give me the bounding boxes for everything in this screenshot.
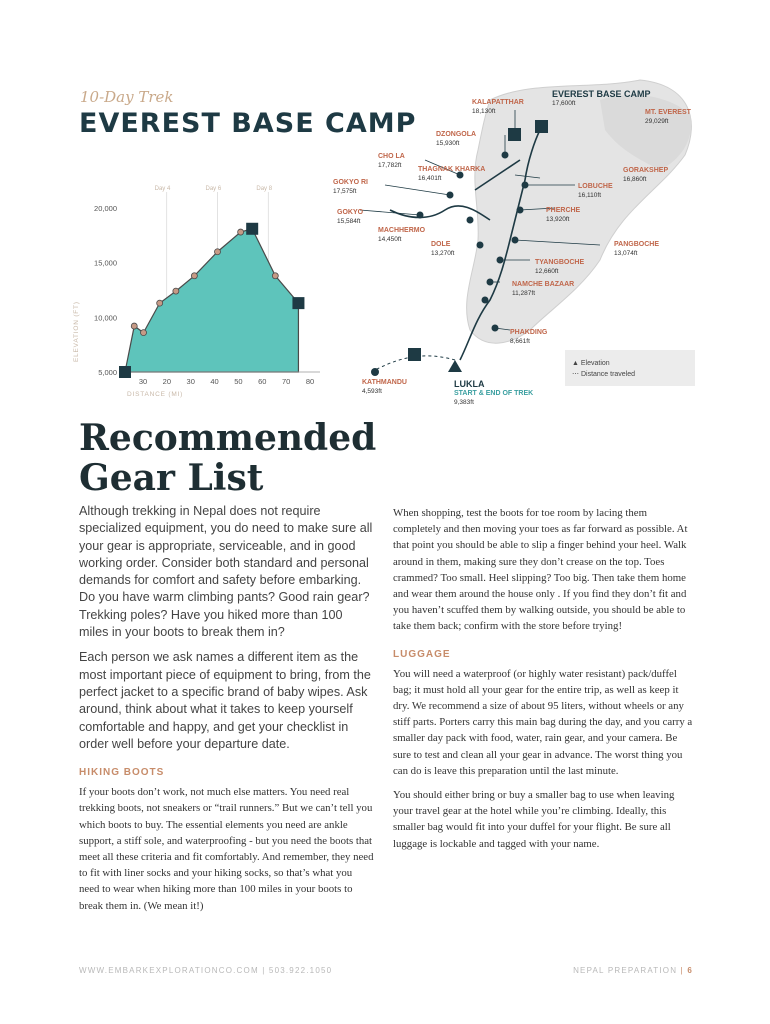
kathmandu-dot: [371, 368, 379, 376]
elevation-point: [157, 300, 163, 306]
footer-website-phone: WWW.EMBARKEXPLORATIONCO.COM | 503.922.1050: [79, 966, 333, 975]
kalapatthar-marker: [508, 128, 521, 141]
camp-marker-square: [292, 297, 304, 309]
elevation-point: [272, 273, 278, 279]
label-kalapatthar: KALAPATTHAR 18,130ft: [472, 99, 524, 115]
label-everest-base-camp: EVEREST BASE CAMP 17,600ft: [552, 89, 651, 107]
y-tick-label: 10,000: [94, 313, 117, 323]
label-phakding: PHAKDING 8,661ft: [510, 329, 548, 345]
elevation-area: [125, 229, 298, 372]
x-tick-label: 30: [186, 377, 195, 386]
label-lobuche: LOBUCHE 16,110ft: [578, 183, 613, 199]
heading-line-1: Recommended: [79, 417, 377, 459]
x-tick-label: 60: [258, 377, 267, 386]
elevation-point: [131, 323, 137, 329]
label-gokyo-ri: GOKYO RI 17,575ft: [333, 179, 369, 195]
label-dzongola: DZONGOLA 15,930ft: [436, 131, 477, 147]
label-pangboche: PANGBOCHE 13,074ft: [614, 241, 659, 257]
x-tick-label: 50: [234, 377, 243, 386]
x-tick-label: 70: [281, 377, 291, 386]
label-gorakshep: GORAKSHEP 16,860ft: [623, 167, 669, 183]
y-tick-label: 20,000: [94, 204, 117, 213]
label-machhermo: MACHHERMO 14,450ft: [378, 227, 426, 243]
x-tick-label: 40: [210, 377, 219, 386]
luggage-paragraph-1: You will need a waterproof (or highly water resistant) pack/duffel bag; it must hold all your gear for the entire trip, as well as keep it dry. We recommend a size of about 95 liters, without wheels or any stiff parts. Porters carry this main bag during the day, and you carry a smaller day pack with food, water, rain gear, and your camera. Be sure to test and clean all your gear in advance. The worst thing you can do is leave this preparation until the last minute.: [393, 667, 693, 777]
y-tick-label: 5,000: [98, 368, 117, 377]
elevation-point: [191, 273, 197, 279]
heading-line-2: Gear List: [79, 457, 264, 499]
y-axis-title: ELEVATION (FT): [73, 301, 80, 362]
elevation-chart-svg: [70, 180, 330, 410]
intro-paragraph-1: Although trekking in Nepal does not require specialized equipment, you do need to make sure all your gear is appropriate, serviceable, and in good working order. Consider both standard and personal demands for comfort and safety before embarking. Do you have warm climbing pants? Good rain gear? Trekking poles? Have you hiked more than 100 miles in your boots to break them in?: [79, 504, 373, 640]
label-lukla-sub: START & END OF TREK: [454, 390, 534, 397]
page-number: 6: [687, 966, 693, 975]
trek-subtitle: 10-Day Trek: [80, 88, 174, 106]
page-heading: [79, 418, 376, 498]
map-legend: [572, 358, 635, 380]
y-tick-label: 15,000: [94, 258, 117, 268]
elevation-point: [215, 249, 221, 255]
map-title: EVEREST BASE CAMP: [79, 108, 417, 139]
footer-page-info: [573, 966, 693, 975]
x-tick-label: 80: [305, 377, 315, 386]
footer-section-label: NEPAL PREPARATION: [573, 966, 678, 975]
plane-icon-box: [408, 348, 421, 361]
x-tick-label: 30: [138, 377, 148, 386]
luggage-heading: LUGGAGE: [393, 648, 451, 660]
elevation-chart: [70, 180, 330, 410]
hiking-boots-heading: HIKING BOOTS: [79, 767, 165, 779]
trek-map: [300, 60, 705, 410]
elevation-point: [238, 229, 244, 235]
intro-paragraph-2: Each person we ask names a different item as the most important piece of equipment to bring, from the perfect jacket to a specific brand of baby wipes. Ask around, think about what it takes to keep yourself comfortable and happy, and get your checklist in order well before your departure date.: [79, 650, 371, 751]
label-namche-bazaar: NAMCHE BAZAAR 11,287ft: [512, 281, 575, 297]
label-lukla: LUKLA START & END OF TREK 9,383ft: [454, 379, 534, 406]
legend-distance: ⋯ Distance traveled: [572, 371, 636, 378]
luggage-paragraph-2: You should either bring or buy a smaller bag to use when leaving your travel gear at the hotel while you’re climbing. Ideally, this smaller bag would fit into your duffel for your flight. Be sure all luggage is lockable and tagged with your name.: [393, 789, 675, 850]
label-dole: DOLE 13,270ft: [431, 241, 455, 257]
label-thagnak-kharka: THAGNAK KHARKA 16,401ft: [418, 166, 486, 182]
label-mt-everest: MT. EVEREST 29,029ft: [645, 109, 691, 125]
trail-gokyo: [390, 206, 490, 220]
day-label: Day 8: [256, 186, 273, 192]
x-axis-title: DISTANCE (MI): [127, 391, 184, 398]
legend-elevation: ▲ Elevation: [572, 360, 610, 367]
footer-separator: |: [680, 966, 684, 975]
left-column: [79, 503, 374, 922]
label-cho-la: CHO LA 17,782ft: [378, 153, 405, 169]
camp-marker-square: [246, 223, 258, 235]
label-gokyo: GOKYO 15,584ft: [337, 209, 364, 225]
day-label: Day 4: [154, 186, 171, 192]
base-camp-marker: [535, 120, 548, 133]
right-column: [393, 505, 693, 860]
label-tyangboche: TYANGBOCHE 12,660ft: [535, 259, 585, 275]
label-kathmandu: KATHMANDU 4,593ft: [362, 379, 407, 395]
boots-paragraph-1: If your boots don’t work, not much else matters. You need real trekking boots, not sneakers or “trail runners.” But we can’t tell you which boots to buy. The essential elements you need are ankle support, a stiff sole, and waterproofing - but you need the boots that meet all these criteria and fit comfortably. And remember, they need to fit with liner socks and your hiking socks, so that’s what you need to wear when hiking more than 100 miles in your boots to break them in. (We mean it!): [79, 786, 374, 912]
camp-marker-square: [119, 366, 131, 378]
lukla-plane-icon: [448, 360, 462, 372]
elevation-point: [141, 330, 147, 336]
boots-paragraph-2: When shopping, test the boots for toe room by lacing them completely and then moving your toes as far forward as possible. At that point you should be able to slip a finger behind your heel. Walk around in them, making sure they don’t crease on the top. Toes crammed? Too small. Heel slipping? Too big. Then take them home and wear them around the house only . If you find they don’t fit and you haven’t scuffed them by walking outside, you should be able to take them back; confirm with the store before trying!: [393, 507, 688, 633]
label-pherche: PHERCHE 13,920ft: [546, 207, 581, 223]
elevation-point: [173, 288, 179, 294]
x-tick-label: 20: [162, 377, 172, 386]
day-label: Day 6: [205, 186, 222, 192]
